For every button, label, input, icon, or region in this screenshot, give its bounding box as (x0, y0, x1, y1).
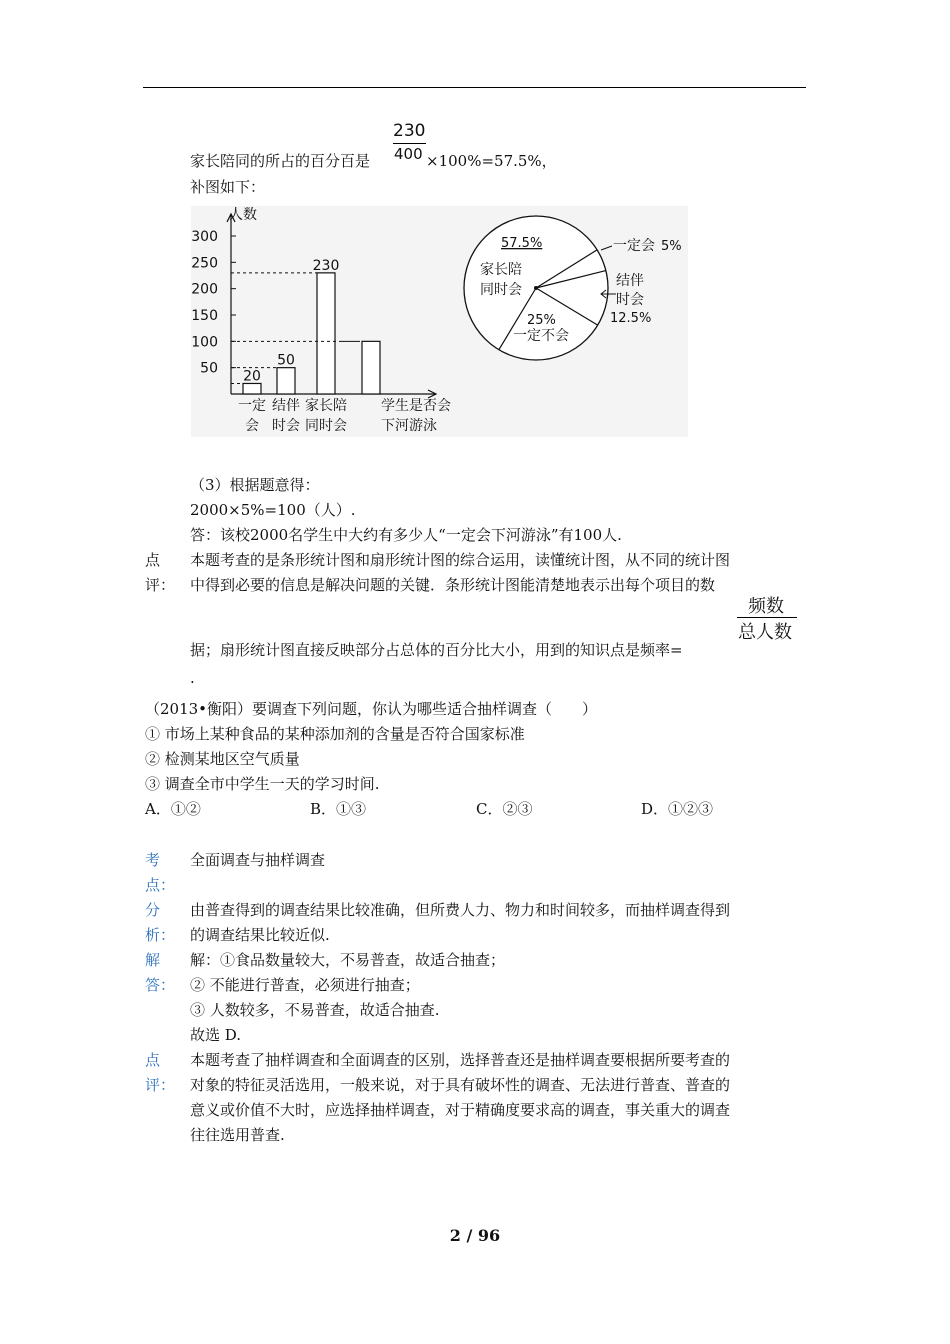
question-item-1: ① 市场上某种食品的某种添加剂的含量是否符合国家标准 (145, 725, 525, 743)
fraction-bar (393, 143, 426, 144)
part3-answer: 答：该校2000名学生中大约有多少人“一定会下河游泳”有100人. (190, 526, 622, 544)
comment1-label-top: 点 (145, 551, 161, 569)
comment2-line2: 对象的特征灵活选用，一般来说，对于具有破坏性的调查、无法进行普查、普查的 (190, 1076, 731, 1094)
bar-data-label: 20 (243, 368, 261, 385)
bar-2 (277, 368, 295, 394)
bar-chart (191, 206, 451, 434)
figure-svg (191, 206, 688, 437)
frequency-fraction-numerator: 频数 (748, 596, 784, 617)
kaodian-label-top: 考 (145, 851, 161, 869)
pie-value-label: 12.5% (610, 311, 652, 326)
question-stem: （2013•衡阳）要调查下列问题，你认为哪些适合抽样调查（ ） (145, 700, 598, 718)
fenxi-label-top: 分 (145, 901, 161, 919)
fenxi-label-bottom: 析： (145, 926, 176, 944)
bar-y-tick-label: 200 (191, 281, 218, 298)
bar-1 (243, 383, 261, 394)
bar-y-axis-label: 人数 (229, 207, 257, 223)
frequency-fraction-denominator: 总人数 (738, 622, 792, 643)
bar-data-label: 230 (312, 257, 340, 274)
question-item-2: ② 检测某地区空气质量 (145, 750, 300, 768)
pie-value-label: 5% (661, 239, 682, 254)
supplement-text: 补图如下： (190, 178, 266, 196)
bar-category-label: 结伴 (272, 398, 300, 414)
page-number: 2 / 96 (449, 1226, 501, 1245)
bar-category-label: 家长陪 (305, 398, 347, 414)
bar-category-label: 同时会 (305, 418, 347, 434)
bar-data-label: 50 (277, 352, 295, 369)
percent-prefix: 家长陪同的所占的百分百是 (190, 152, 371, 170)
bar-category-label: 一定 (238, 398, 266, 414)
comment1-line2: 中得到必要的信息是解决问题的关键．条形统计图能清楚地表示出每个项目的数 (190, 576, 716, 594)
comment1-line3: 据；扇形统计图直接反映部分占总体的百分比大小，用到的知识点是频率= (190, 641, 683, 659)
bar-x-axis-label: 学生是否会 (381, 398, 451, 414)
jieda-line4: 故选 D. (190, 1026, 242, 1044)
statistics-figure (191, 206, 688, 437)
kaodian-label-bottom: 点： (145, 876, 176, 894)
question-item-3: ③ 调查全市中学生一天的学习时间. (145, 775, 380, 793)
bar-x-axis-label: 下河游泳 (381, 418, 437, 434)
jieda-label-top: 解 (145, 951, 161, 969)
bar-category-label: 时会 (272, 418, 300, 434)
pie-slice-label: 一定不会 (513, 328, 569, 344)
jieda-line1: 解：①食品数量较大，不易普查，故适合抽查； (190, 951, 506, 969)
pie-slice-label: 家长陪 (480, 262, 522, 278)
kaodian-text: 全面调查与抽样调查 (190, 851, 326, 869)
comment2-line4: 往往选用普查. (190, 1126, 285, 1144)
comment2-line3: 意义或价值不大时，应选择抽样调查，对于精确度要求高的调查，事关重大的调查 (190, 1101, 731, 1119)
bar-y-tick-label: 50 (200, 360, 218, 377)
bar-y-tick-label: 300 (191, 229, 218, 245)
fraction-denominator: 400 (394, 145, 423, 163)
pie-value-label: 25% (527, 313, 556, 328)
jieda-line2: ② 不能进行普查，必须进行抽查； (190, 976, 420, 994)
fraction-numerator: 230 (393, 121, 426, 141)
comment1-label-bottom: 评： (145, 576, 176, 594)
comment1-trailing-dot: . (190, 669, 195, 687)
pie-center (534, 286, 538, 290)
jieda-line3: ③ 人数较多，不易普查，故适合抽查. (190, 1001, 440, 1019)
part3-heading: （3）根据题意得： (190, 476, 320, 494)
comment2-line1: 本题考查了抽样调查和全面调查的区别，选择普查还是抽样调查要根据所要考查的 (190, 1051, 731, 1069)
comment1-line1: 本题考查的是条形统计图和扇形统计图的综合运用，读懂统计图，从不同的统计图 (190, 551, 731, 569)
part3-calc: 2000×5%=100（人）. (190, 501, 356, 519)
bar-y-tick-label: 150 (191, 308, 218, 324)
pie-leader-line (601, 246, 612, 250)
jieda-label-bottom: 答： (145, 976, 176, 994)
fenxi-line2: 的调查结果比较近似. (190, 926, 330, 944)
pie-slice-label: 结伴 (616, 273, 644, 289)
fenxi-line1: 由普查得到的调查结果比较准确，但所费人力、物力和时间较多，而抽样调查得到 (190, 901, 731, 919)
bar-y-tick-label: 250 (191, 255, 218, 272)
pie-value-label: 57.5% (501, 236, 543, 251)
header-rule (143, 87, 806, 88)
option-d: D．①②③ (641, 800, 714, 818)
option-b: B．①③ (310, 800, 367, 818)
comment2-label-bottom: 评： (145, 1076, 176, 1094)
pie-slice-label: 一定会 (613, 238, 655, 254)
option-a: A．①② (145, 800, 201, 818)
pie-chart (464, 216, 682, 360)
bar-3 (317, 273, 335, 394)
option-c: C．②③ (476, 800, 533, 818)
pie-slice-label: 同时会 (480, 282, 522, 298)
bar-y-tick-label: 100 (191, 334, 218, 351)
bar-category-label: 会 (245, 418, 259, 434)
pie-slice-label: 时会 (616, 292, 644, 308)
percent-suffix: ×100%=57.5%， (426, 152, 557, 170)
bar-4 (362, 341, 380, 394)
comment2-label-top: 点 (145, 1051, 161, 1069)
